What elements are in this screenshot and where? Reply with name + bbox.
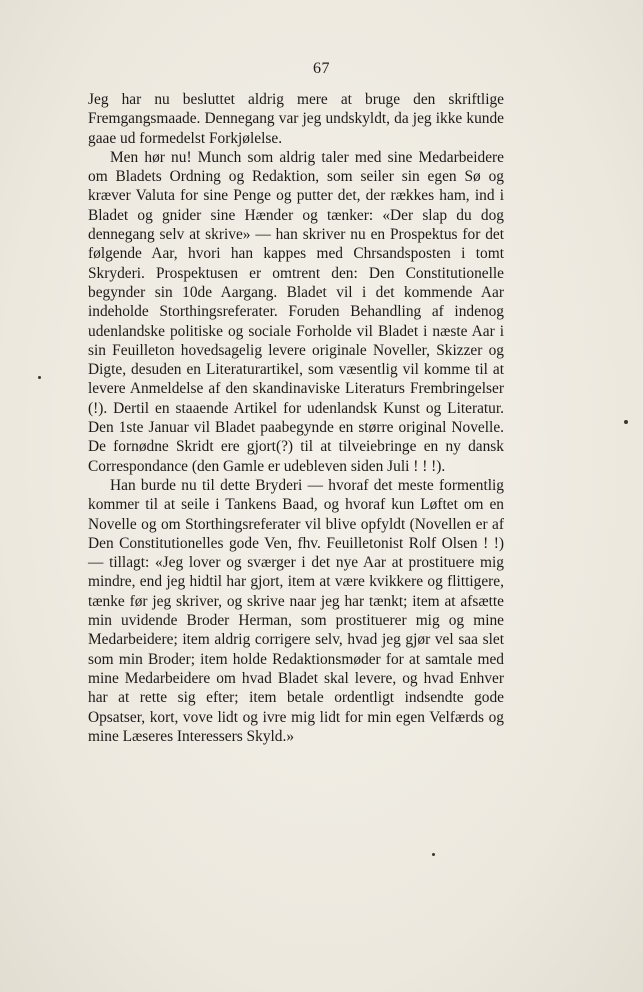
paragraph-3: Han burde nu til dette Bryderi — hvoraf det meste formentlig kommer til at seile i Tankens Baad, og hvoraf kun Løftet om en Novelle og om Storthingsreferater vil blive opfyldt (Novellen er af Den Constitutionelles gode Ven, fhv. Feuilletonist Rolf Olsen ! !) — tillagt: «Jeg lover og sværger i det nye Aar at prostituere mig mindre, end jeg hidtil har gjort, item at være kvikkere og flittigere, tænke før jeg skriver, og skrive naar jeg har tænkt; item at afsætte min uvidende Broder Herman, som prostituerer mig og mine Medarbeidere; item aldrig corrigere selv, hvad jeg gjør vel saa slet som min Broder; item holde Redaktionsmøder for at samtale med mine Medarbeidere om hvad Bladet skal levere, og hvad Enhver har at rette sig efter; item betale ordentligt indsendte gode Opsatser, kort, vove lidt og ivre mig lidt for min egen Velfærds og mine Læseres Interessers Skyld.» bbox=[88, 476, 504, 745]
body-text bbox=[88, 90, 504, 746]
ink-speck-bottom bbox=[432, 853, 435, 856]
page-number: 67 bbox=[313, 60, 330, 77]
ink-speck-left bbox=[38, 376, 41, 379]
ink-speck-right bbox=[624, 420, 628, 424]
paragraph-2: Men hør nu! Munch som aldrig taler med sine Medarbeidere om Bladets Ordning og Redaktion, som seiler sin egen Sø og kræver Valuta for sine Penge og putter det, der rækkes ham, ind i Bladet og gnider sine Hænder og tænker: «Der slap du dog dennegang selv at skrive» — han skriver nu en Prospektus for det følgende Aar, hvori han kappes med Chrsandsposten i tomt Skryderi. Prospektusen er omtrent den: Den Constitutionelle begynder sin 10de Aargang. Bladet vil i det kommende Aar indeholde Storthingsreferater. Foruden Behandling af indenog udenlandske politiske og sociale Forholde vil Bladet i næste Aar i sin Feuilleton hovedsagelig levere originale Noveller, Skizzer og Digte, desuden en Literaturartikel, som væsentlig vil komme til at levere Anmeldelse af den skandinaviske Literaturs Frembringelser (!). Dertil en staaende Artikel for udenlandsk Kunst og Literatur. Den 1ste Januar vil Bladet paabegynde en større original Novelle. De fornødne Skridt ere gjort(?) til at tilveiebringe en ny dansk Correspondance (den Gamle er udebleven siden Juli ! ! !). bbox=[88, 148, 504, 475]
paragraph-1: Jeg har nu besluttet aldrig mere at bruge den skriftlige Fremgangsmaade. Dennegang var jeg undskyldt, da jeg ikke kunde gaae ud formedelst Forkjølelse. bbox=[88, 91, 504, 147]
